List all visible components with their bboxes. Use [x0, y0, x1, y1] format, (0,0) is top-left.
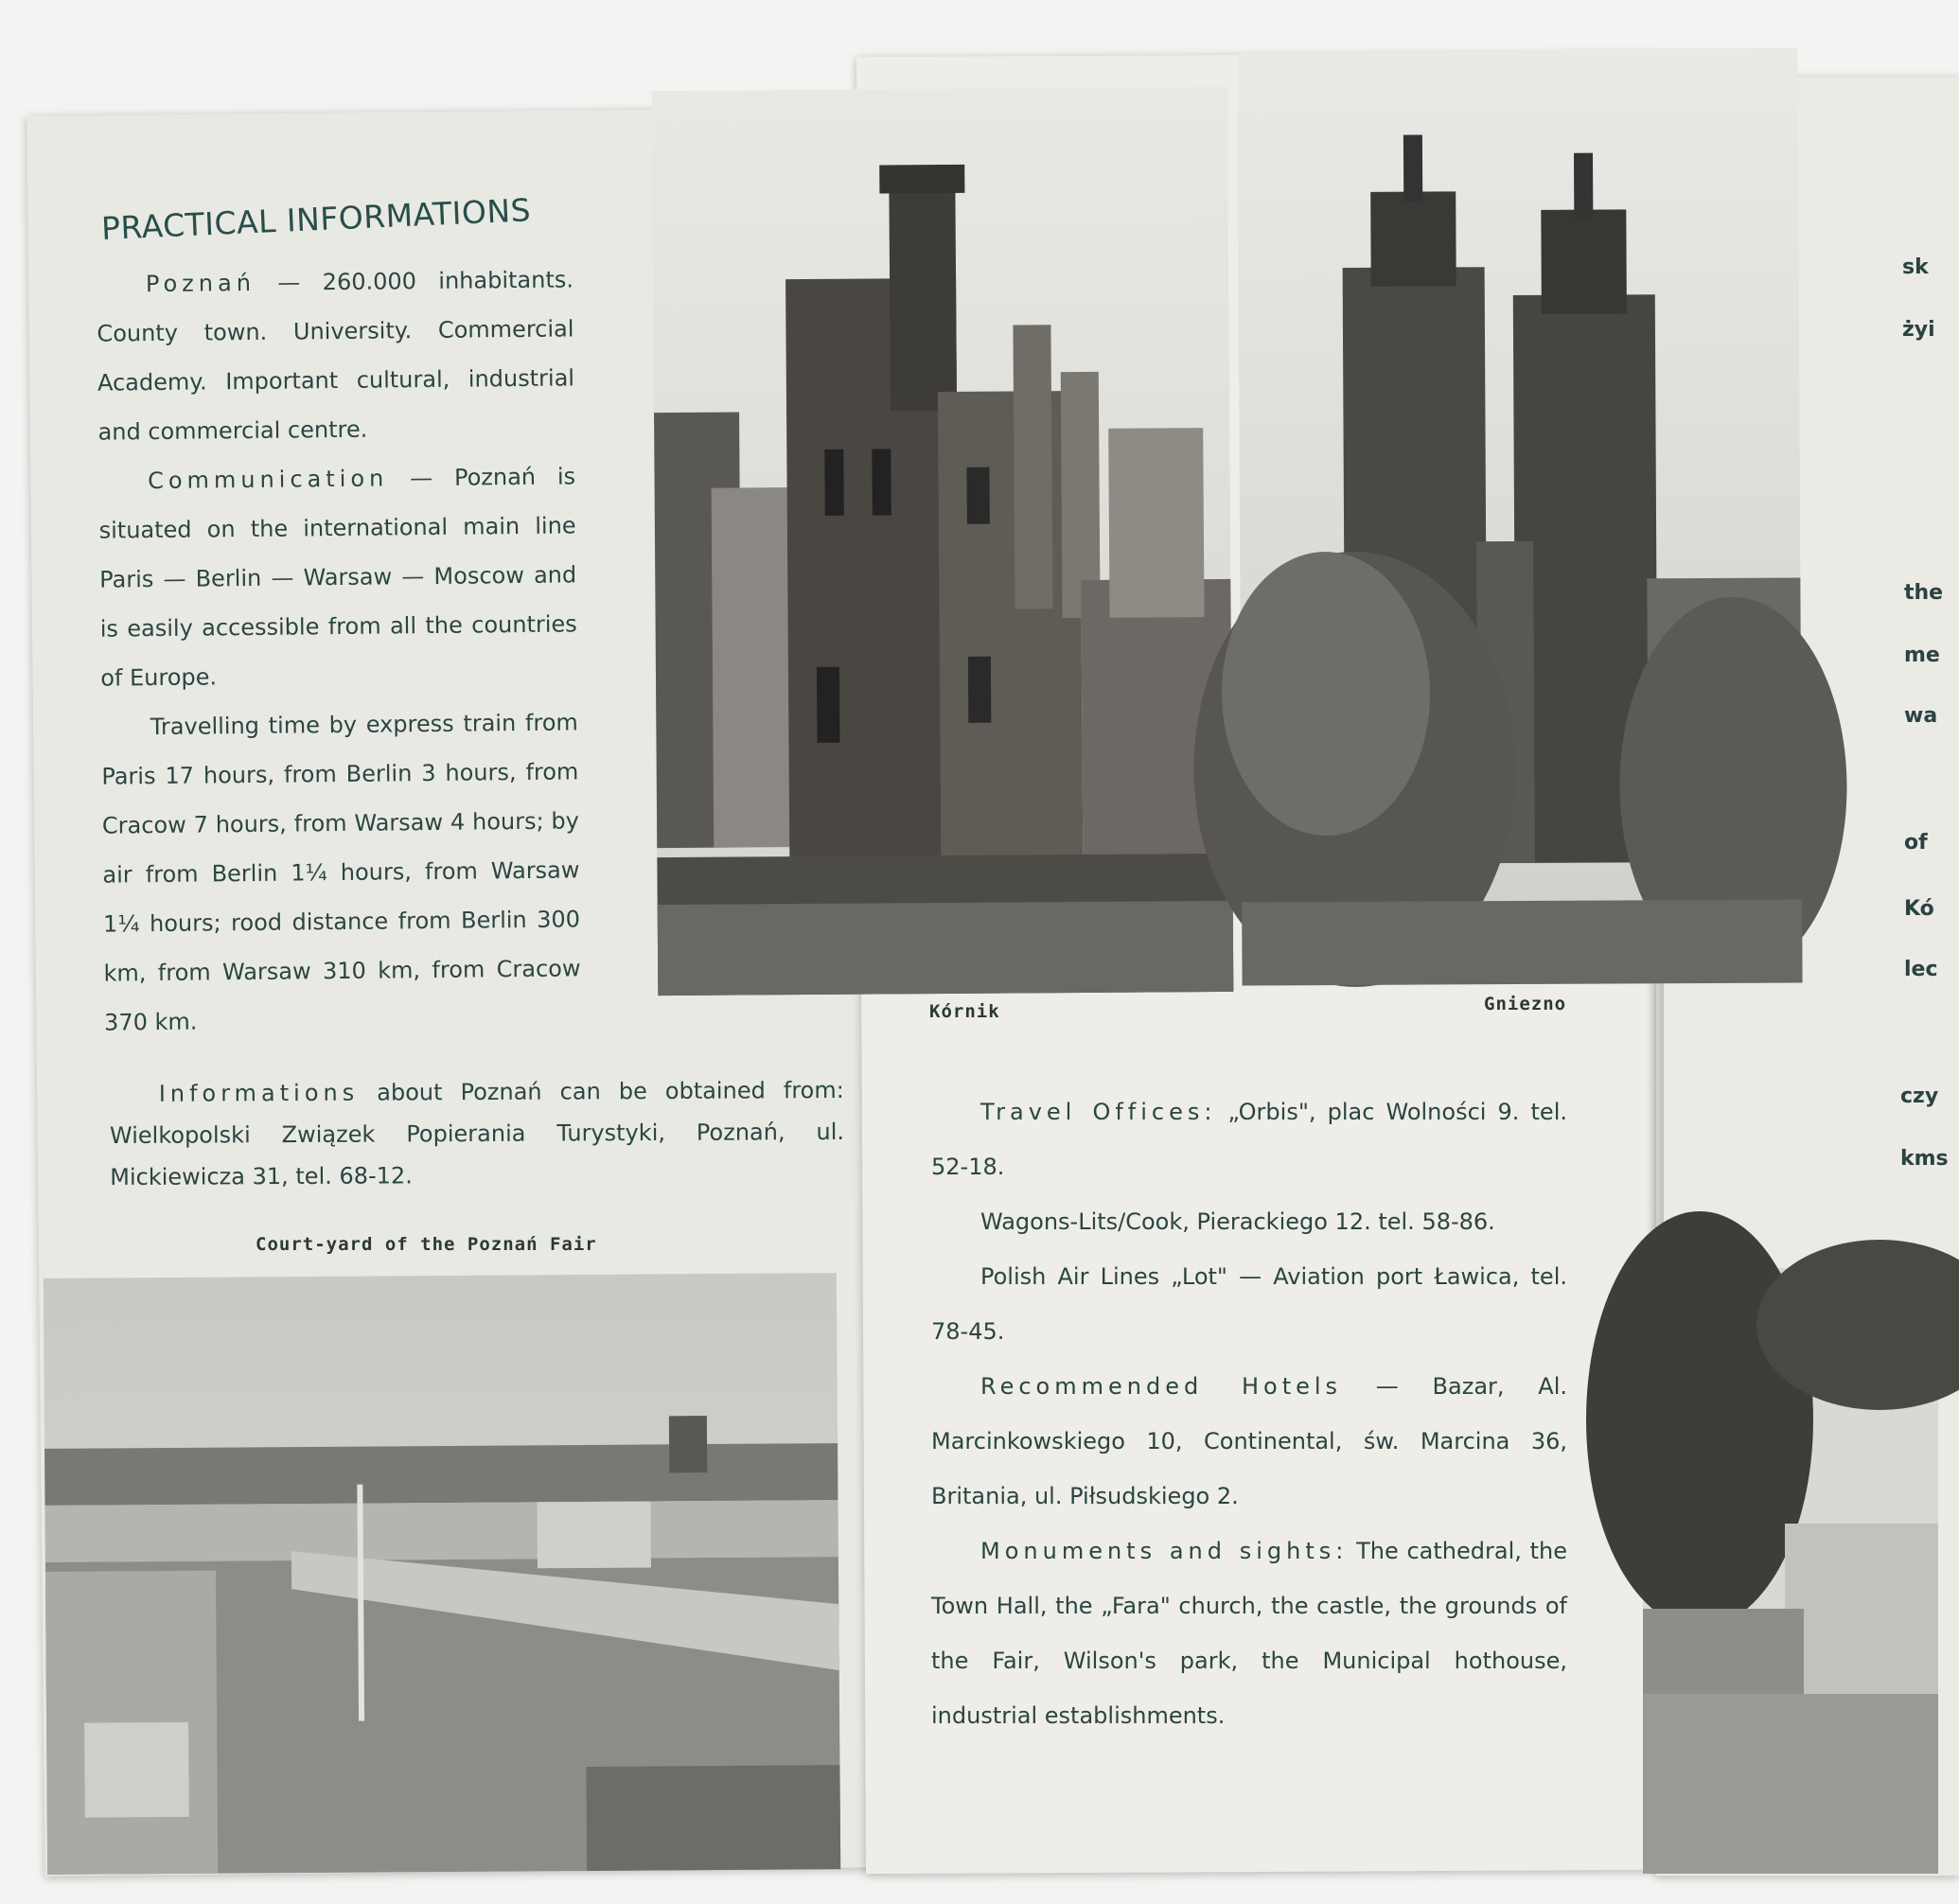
- edge-fragment: lec: [1904, 958, 1938, 981]
- wagons-lits-paragraph: [931, 1194, 1567, 1249]
- lead-travel-offices: Travel Offices:: [980, 1099, 1217, 1125]
- right-column: [931, 1084, 1567, 1743]
- edge-fragment: of: [1904, 831, 1928, 855]
- communication-paragraph: [98, 451, 578, 702]
- lead-monuments: Monuments and sights:: [980, 1538, 1349, 1564]
- lead-informations: Informations: [158, 1079, 360, 1107]
- population-text: — 260.000 inhabitants. County town. University. Commercial Academy. Important cultural, industrial and commercial centre.: [97, 266, 575, 446]
- edge-fragment: czy: [1900, 1084, 1939, 1108]
- air-lines-paragraph: [931, 1249, 1567, 1359]
- caption-gniezno: Gniezno: [1484, 994, 1567, 1014]
- edge-fragment: wa: [1904, 704, 1938, 728]
- palace-photo: [1643, 1268, 1938, 1874]
- air-lines-text: Polish Air Lines „Lot" — Aviation port Ławica, tel. 78-45.: [931, 1263, 1567, 1345]
- lead-poznan: Poznań: [145, 269, 256, 298]
- left-column: [97, 255, 582, 1047]
- page-title: PRACTICAL INFORMATIONS: [100, 191, 532, 247]
- population-paragraph: [97, 255, 575, 456]
- edge-fragment: the: [1904, 581, 1944, 605]
- edge-fragment: me: [1904, 643, 1940, 667]
- caption-fair: Court-yard of the Poznań Fair: [256, 1234, 597, 1255]
- poznan-fair-photo: [44, 1273, 840, 1875]
- travel-time-paragraph: [101, 697, 582, 1047]
- info-text: about Poznań can be obtained from: Wielkopolski Związek Popierania Turystyki, Poznań, ul. Mickiewicza 31, tel. 68-12.: [109, 1076, 845, 1191]
- monuments-paragraph: [931, 1524, 1567, 1743]
- edge-fragment: kms: [1900, 1147, 1949, 1171]
- kornik-castle-photo: [652, 87, 1234, 996]
- gniezno-cathedral-photo: [1237, 47, 1802, 985]
- travel-offices-paragraph: [931, 1084, 1567, 1194]
- edge-fragment: sk: [1902, 256, 1929, 279]
- info-paragraph: [110, 1069, 845, 1198]
- caption-kornik: Kórnik: [929, 1001, 1000, 1022]
- lead-hotels: Recommended Hotels: [980, 1373, 1343, 1400]
- travel-offices-text: „Orbis", plac Wolności 9. tel. 52-18.: [931, 1099, 1567, 1180]
- travel-time-text: Travelling time by express train from Paris 17 hours, from Berlin 3 hours, from Cracow 7 hours, from Warsaw 4 hours; by air from Berlin 1¼ hours, from Warsaw 1¼ hours; rood distance from Berlin 300 km, from Warsaw 310 km, from Cracow 370 km.: [101, 709, 581, 1036]
- edge-fragment: Kó: [1904, 897, 1934, 921]
- monuments-text: The cathedral, the Town Hall, the „Fara" church, the castle, the grounds of the Fair, Wilson's park, the Municipal hothouse, industrial establishments.: [931, 1538, 1567, 1729]
- edge-fragment: żyi: [1902, 318, 1935, 342]
- lead-communication: Communication: [147, 465, 389, 495]
- communication-text: — Poznań is situated on the international main line Paris — Berlin — Warsaw — Moscow and is easily accessible from all the countries of Europe.: [98, 463, 577, 692]
- hotels-text: — Bazar, Al. Marcinkowskiego 10, Continental, św. Marcina 36, Britania, ul. Piłsudskiego 2.: [931, 1373, 1567, 1509]
- hotels-paragraph: [931, 1359, 1567, 1524]
- wagons-lits-text: Wagons-Lits/Cook, Pierackiego 12. tel. 58-86.: [980, 1208, 1495, 1235]
